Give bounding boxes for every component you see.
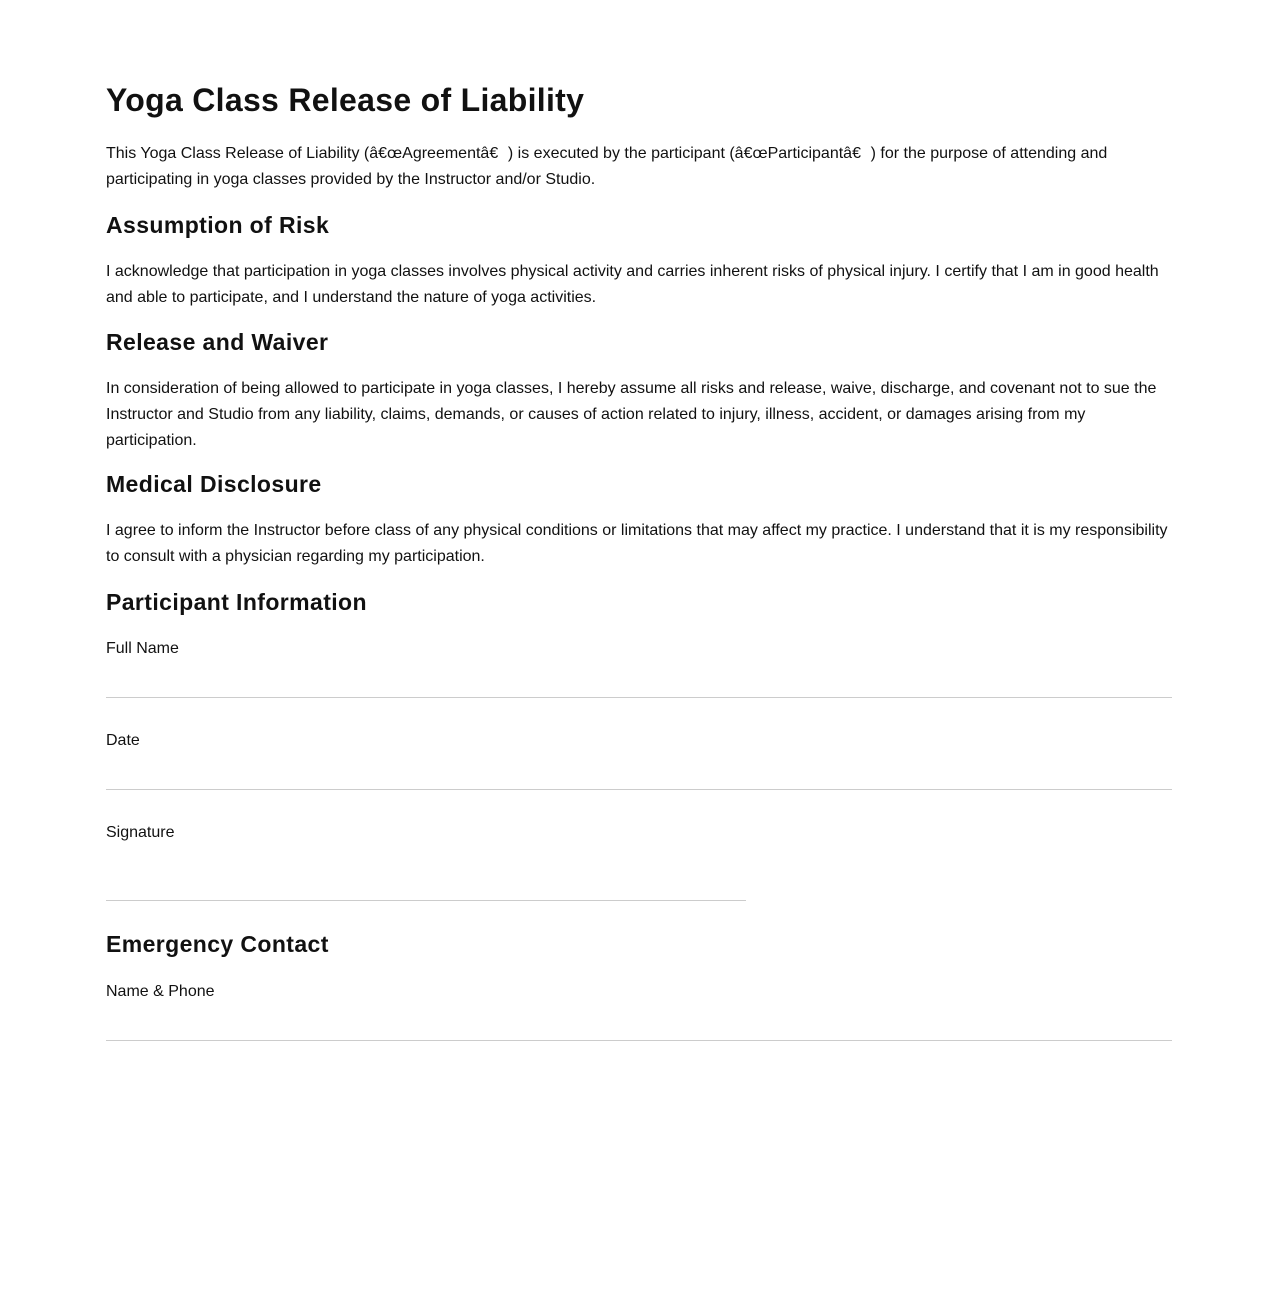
full-name-label: Full Name bbox=[106, 640, 179, 657]
full-name-field[interactable] bbox=[106, 697, 1172, 698]
date-field[interactable] bbox=[106, 789, 1172, 790]
section-heading-medical-disclosure: Medical Disclosure bbox=[106, 471, 322, 497]
page-title: Yoga Class Release of Liability bbox=[106, 82, 585, 118]
signature-field[interactable] bbox=[106, 900, 746, 901]
intro-paragraph: This Yoga Class Release of Liability (â€œAgreementâ€) is executed by the participant (â€œParticipantâ€) for the purpose of attending and participating in yoga classes provided by the Instructor and/or Studio. bbox=[106, 145, 1108, 188]
signature-label: Signature bbox=[106, 824, 175, 841]
name-phone-field[interactable] bbox=[106, 1040, 1172, 1041]
emergency-contact-heading: Emergency Contact bbox=[106, 931, 329, 957]
date-label: Date bbox=[106, 732, 140, 749]
name-phone-label: Name & Phone bbox=[106, 983, 215, 1000]
section-body-medical-disclosure: I agree to inform the Instructor before class of any physical conditions or limitations that may affect my practice. I understand that it is my responsibility to consult with a physician regarding my participation. bbox=[106, 522, 1168, 565]
section-heading-release-and-waiver: Release and Waiver bbox=[106, 329, 329, 355]
section-heading-assumption-of-risk: Assumption of Risk bbox=[106, 212, 330, 238]
section-body-release-and-waiver: In consideration of being allowed to participate in yoga classes, I hereby assume all risks and release, waive, discharge, and covenant not to sue the Instructor and Studio from any liability, claims, demands, or causes of action related to injury, illness, accident, or damages arising from my participation. bbox=[106, 380, 1157, 449]
participant-info-heading: Participant Information bbox=[106, 589, 367, 615]
section-body-assumption-of-risk: I acknowledge that participation in yoga classes involves physical activity and carries inherent risks of physical injury. I certify that I am in good health and able to participate, and I understand the nature of yoga activities. bbox=[106, 263, 1159, 306]
